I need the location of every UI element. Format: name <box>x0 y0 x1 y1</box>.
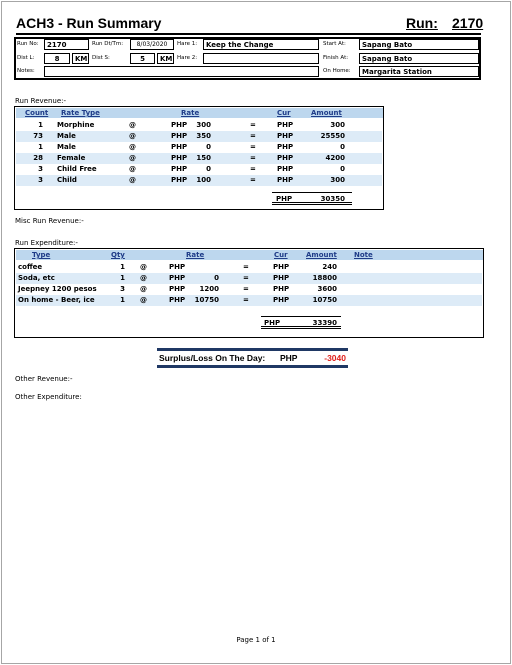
rev-rate-cur: PHP <box>171 132 188 140</box>
rev-type: Child Free <box>57 165 97 173</box>
exp-qty: 1 <box>120 263 125 271</box>
rev-at: @ <box>129 143 136 151</box>
run-no-label: Run No: <box>17 41 39 47</box>
rev-rate: 150 <box>196 154 211 162</box>
row-stripe <box>16 273 482 284</box>
notes-field <box>44 66 319 77</box>
title-divider <box>16 33 481 35</box>
dist-s-unit: KM <box>157 53 174 64</box>
finish-label: Finish At: <box>323 55 349 61</box>
run-label: Run: <box>406 15 438 31</box>
col-note: Note <box>354 251 373 259</box>
rev-at: @ <box>129 121 136 129</box>
rev-eq: = <box>250 165 256 173</box>
col-rate: Rate <box>186 251 205 259</box>
exp-type: coffee <box>18 263 43 271</box>
exp-type: Soda, etc <box>18 274 55 282</box>
col-rate-type: Rate Type <box>61 109 100 117</box>
exp-amount: 10750 <box>312 296 337 304</box>
exp-amount: 240 <box>322 263 337 271</box>
dist-l-unit: KM <box>72 53 89 64</box>
rev-count: 28 <box>33 154 43 162</box>
rev-type: Male <box>57 132 76 140</box>
surplus-value: -3040 <box>324 353 346 363</box>
rev-rate-cur: PHP <box>171 143 188 151</box>
col-qty: Qty <box>111 251 125 259</box>
surplus-currency: PHP <box>280 353 298 363</box>
exp-at: @ <box>140 274 147 282</box>
rev-rate: 0 <box>206 143 211 151</box>
run-revenue-total <box>272 192 352 205</box>
rev-amount: 300 <box>330 121 345 129</box>
rev-count: 1 <box>38 121 43 129</box>
rev-at: @ <box>129 176 136 184</box>
start-field: Sapang Bato <box>359 39 479 50</box>
exp-amount: 3600 <box>317 285 337 293</box>
exp-rate-cur: PHP <box>169 263 186 271</box>
rev-amount: 4200 <box>325 154 345 162</box>
notes-label: Notes: <box>17 68 35 74</box>
rev-type: Child <box>57 176 77 184</box>
col-count: Count <box>25 109 49 117</box>
exp-total-amount: 33390 <box>312 319 337 327</box>
run-expenditure-total <box>261 316 341 329</box>
rev-rate: 0 <box>206 165 211 173</box>
rev-count: 3 <box>38 165 43 173</box>
exp-qty: 1 <box>120 296 125 304</box>
run-expenditure-table <box>14 248 484 338</box>
report-title: ACH3 - Run Summary <box>16 15 162 31</box>
exp-rate-cur: PHP <box>169 274 186 282</box>
rev-cur: PHP <box>277 176 294 184</box>
exp-cur: PHP <box>273 296 290 304</box>
run-revenue-table <box>14 106 384 210</box>
exp-eq: = <box>243 296 249 304</box>
other-revenue-label: Other Revenue:- <box>15 375 73 383</box>
other-expenditure-label: Other Expenditure: <box>15 393 82 401</box>
hare1-field: Keep the Change <box>203 39 319 50</box>
run-dt-label: Run Dt/Tm: <box>92 41 124 47</box>
exp-eq: = <box>243 285 249 293</box>
exp-qty: 3 <box>120 285 125 293</box>
exp-amount: 18800 <box>312 274 337 282</box>
start-label: Start At: <box>323 41 346 47</box>
finish-field: Sapang Bato <box>359 53 479 64</box>
home-label: On Home: <box>323 68 351 74</box>
dist-s-label: Dist S: <box>92 55 110 61</box>
run-number: 2170 <box>452 15 484 31</box>
rev-rate-cur: PHP <box>171 176 188 184</box>
rev-cur: PHP <box>277 143 294 151</box>
rev-type: Female <box>57 154 86 162</box>
exp-at: @ <box>140 296 147 304</box>
surplus-label: Surplus/Loss On The Day: <box>159 353 266 363</box>
rev-amount: 0 <box>340 143 345 151</box>
surplus-top-rule <box>157 348 348 351</box>
rev-cur: PHP <box>277 121 294 129</box>
rev-count: 1 <box>38 143 43 151</box>
rev-count: 3 <box>38 176 43 184</box>
rev-rate-cur: PHP <box>171 121 188 129</box>
dist-s-field: 5 <box>130 53 155 64</box>
run-expenditure-label: Run Expenditure:- <box>15 239 78 247</box>
rev-at: @ <box>129 154 136 162</box>
rev-rate-cur: PHP <box>171 165 188 173</box>
rev-amount: 25550 <box>320 132 345 140</box>
exp-rate-cur: PHP <box>169 285 186 293</box>
rev-eq: = <box>250 176 256 184</box>
rev-type: Male <box>57 143 76 151</box>
run-expenditure-header <box>16 250 483 260</box>
exp-eq: = <box>243 263 249 271</box>
run-no-field: 2170 <box>44 39 89 50</box>
rev-amount: 0 <box>340 165 345 173</box>
rev-eq: = <box>250 154 256 162</box>
rev-rate-cur: PHP <box>171 154 188 162</box>
rev-total-amount: 30350 <box>320 195 345 203</box>
page-footer: Page 1 of 1 <box>236 636 276 644</box>
dist-l-label: Dist L: <box>17 55 35 61</box>
exp-rate: 10750 <box>194 296 219 304</box>
exp-type: On home - Beer, ice <box>18 296 95 304</box>
exp-rate: 1200 <box>199 285 219 293</box>
rev-eq: = <box>250 121 256 129</box>
hare2-label: Hare 2: <box>177 55 198 61</box>
dist-l-field: 8 <box>44 53 70 64</box>
col-amount: Amount <box>306 251 337 259</box>
rev-cur: PHP <box>277 165 294 173</box>
col-cur: Cur <box>277 109 291 117</box>
surplus-bottom-rule <box>157 365 348 368</box>
exp-rate: 0 <box>214 274 219 282</box>
exp-cur: PHP <box>273 274 290 282</box>
rev-eq: = <box>250 143 256 151</box>
rev-at: @ <box>129 165 136 173</box>
hare2-field <box>203 53 319 64</box>
rev-rate: 100 <box>196 176 211 184</box>
run-revenue-label: Run Revenue:- <box>15 97 67 105</box>
rev-eq: = <box>250 132 256 140</box>
exp-eq: = <box>243 274 249 282</box>
rev-cur: PHP <box>277 154 294 162</box>
rev-rate: 350 <box>196 132 211 140</box>
rev-at: @ <box>129 132 136 140</box>
exp-total-cur: PHP <box>264 319 281 327</box>
exp-at: @ <box>140 285 147 293</box>
rev-type: Morphine <box>57 121 95 129</box>
rev-rate: 300 <box>196 121 211 129</box>
run-dt-field: 8/03/2020 <box>130 39 174 50</box>
exp-cur: PHP <box>273 263 290 271</box>
hare1-label: Hare 1: <box>177 41 198 47</box>
col-amount: Amount <box>311 109 342 117</box>
exp-type: Jeepney 1200 pesos <box>18 285 97 293</box>
col-cur: Cur <box>274 251 288 259</box>
exp-cur: PHP <box>273 285 290 293</box>
misc-revenue-label: Misc Run Revenue:- <box>15 217 84 225</box>
rev-amount: 300 <box>330 176 345 184</box>
exp-qty: 1 <box>120 274 125 282</box>
col-type: Type <box>32 251 51 259</box>
exp-rate-cur: PHP <box>169 296 186 304</box>
col-rate: Rate <box>181 109 200 117</box>
rev-cur: PHP <box>277 132 294 140</box>
home-field: Margarita Station <box>359 66 479 77</box>
rev-count: 73 <box>33 132 43 140</box>
rev-total-cur: PHP <box>276 195 293 203</box>
exp-at: @ <box>140 263 147 271</box>
